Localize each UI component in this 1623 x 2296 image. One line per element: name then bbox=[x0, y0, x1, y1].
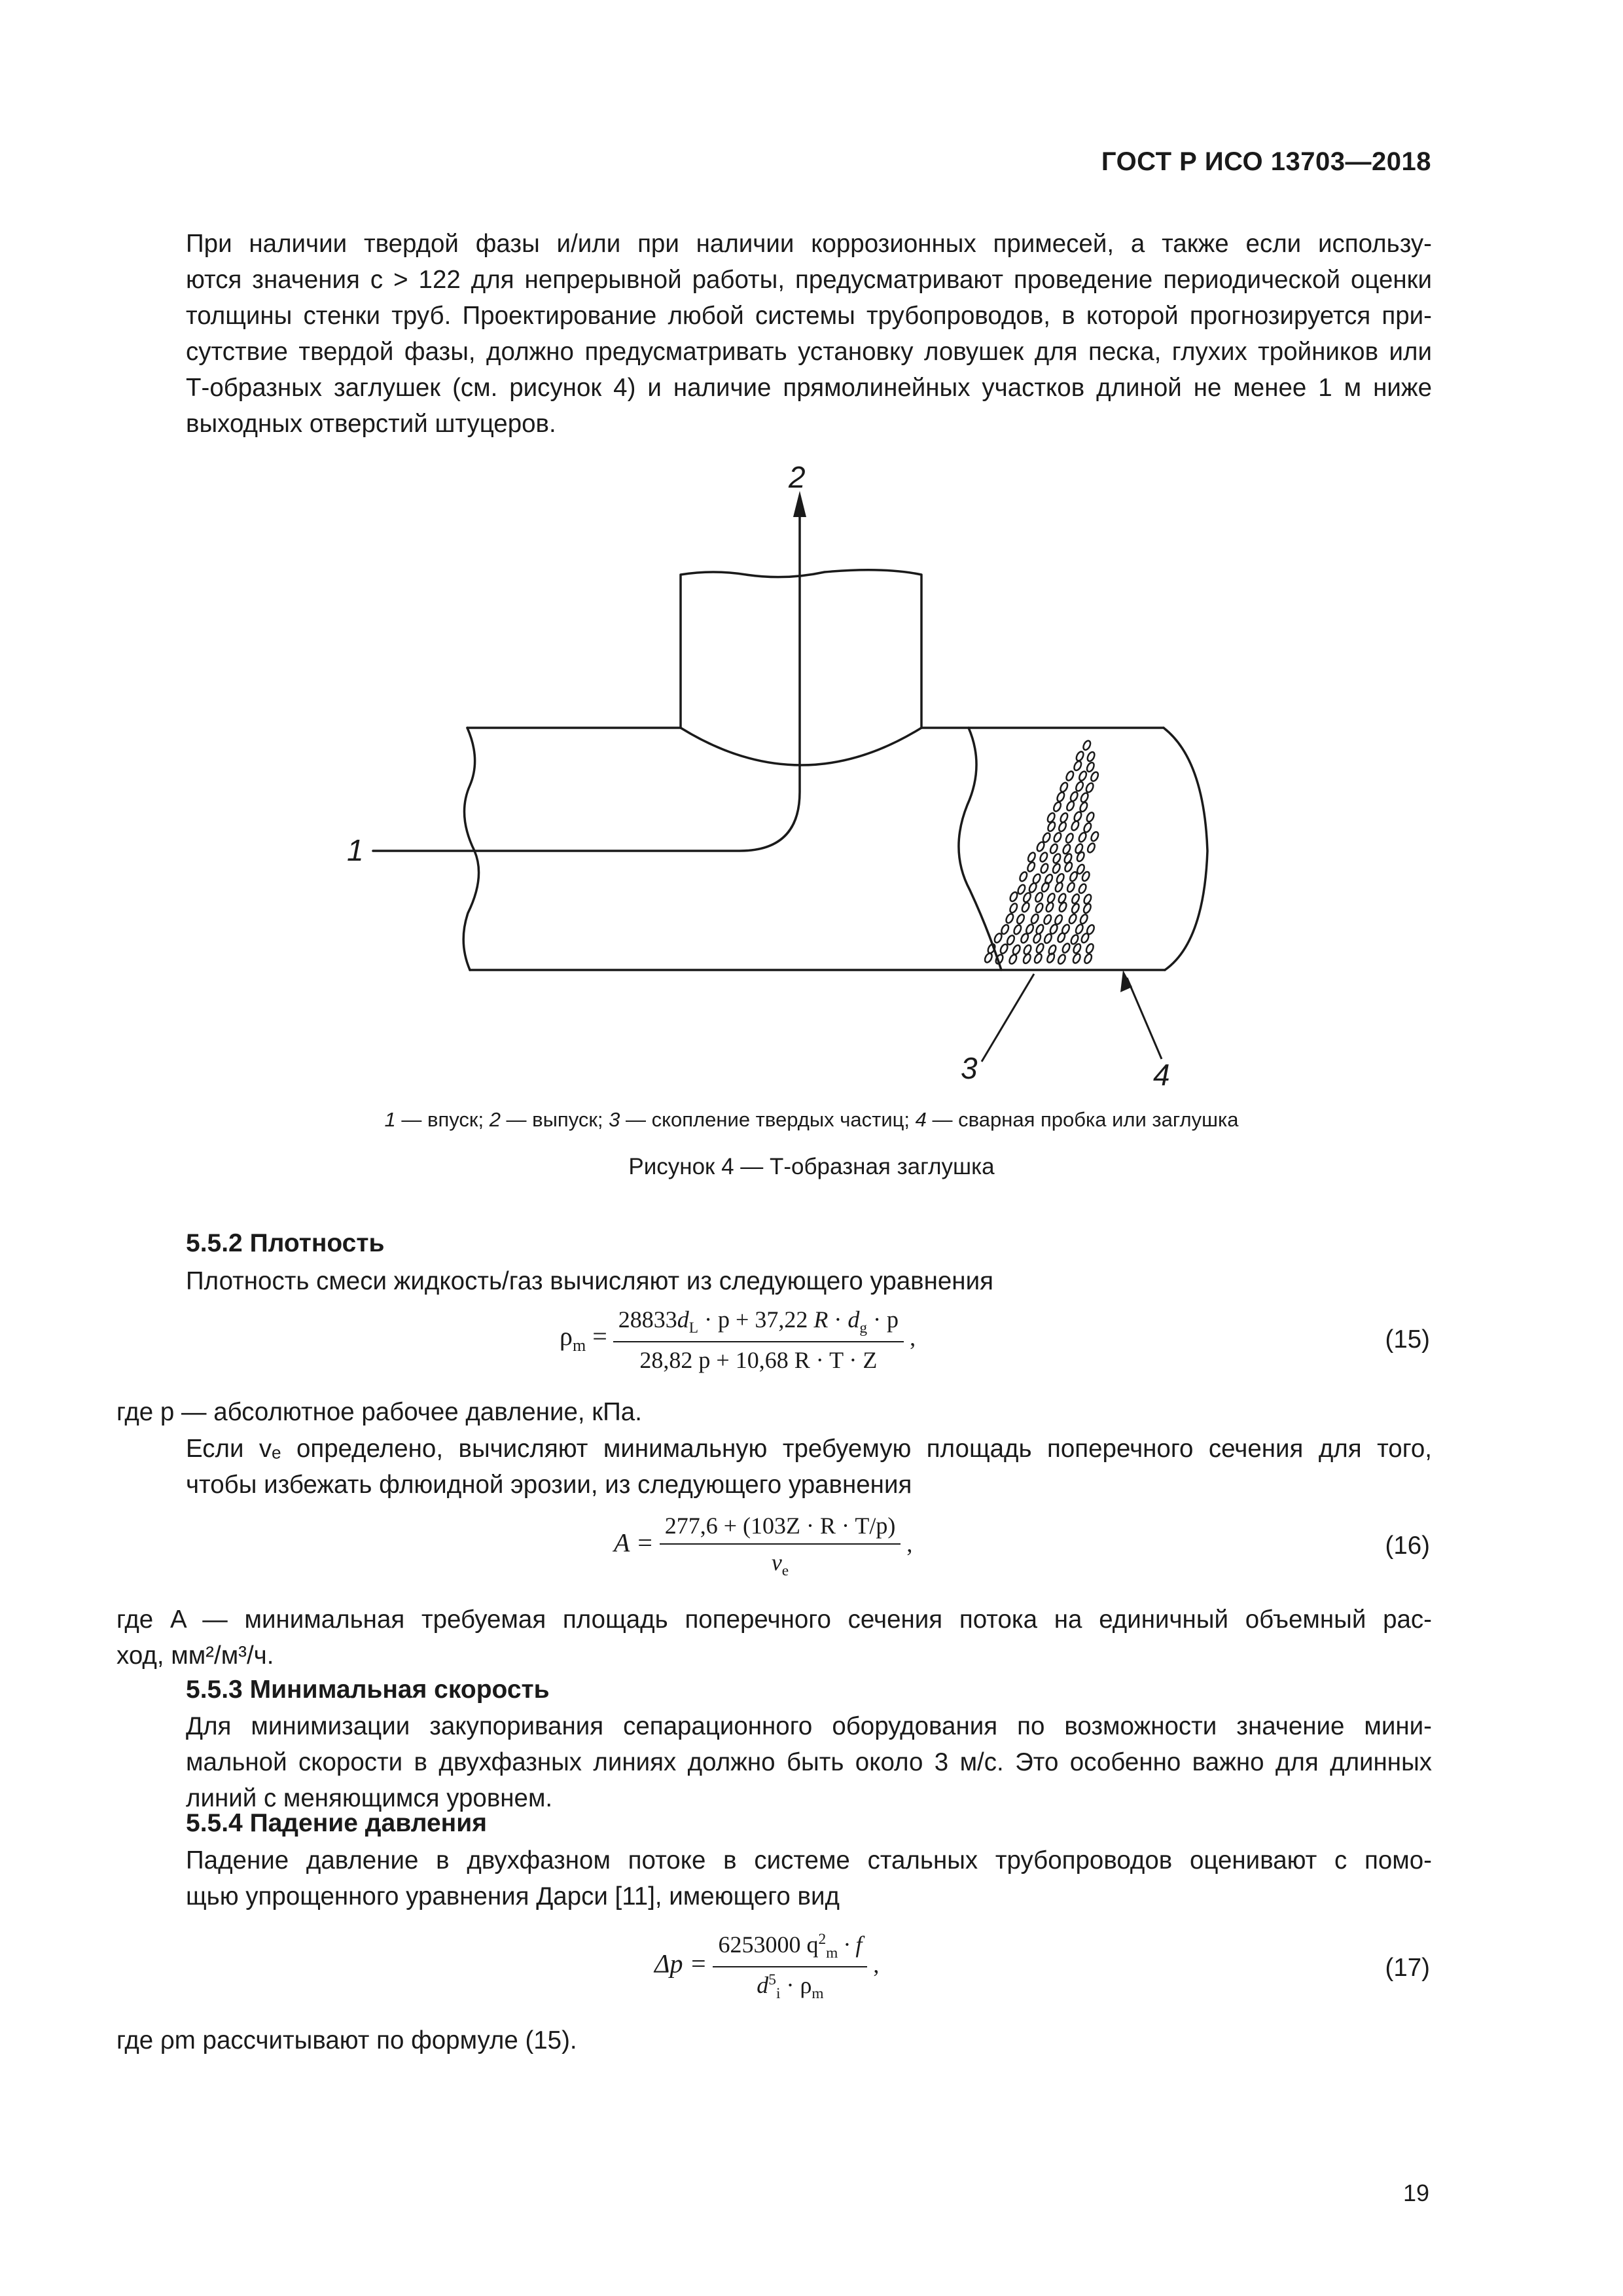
particle bbox=[1082, 903, 1092, 914]
section-heading-554: 5.5.4 Падение давления bbox=[186, 1809, 487, 1837]
particle bbox=[1059, 781, 1069, 793]
section-552-where2 bbox=[116, 1602, 1432, 1674]
particle bbox=[1070, 820, 1080, 831]
particle bbox=[1085, 942, 1095, 954]
particle bbox=[999, 943, 1009, 954]
particle bbox=[1045, 901, 1055, 912]
text-line: Плотность смеси жидкость/газ вычисляют из следующего уравнения bbox=[186, 1267, 993, 1295]
particle bbox=[1022, 891, 1032, 903]
equation-number-17: (17) bbox=[1385, 1954, 1430, 1982]
particle bbox=[1036, 841, 1046, 852]
particle bbox=[1027, 852, 1037, 863]
particle bbox=[1056, 791, 1065, 802]
figure-caption: Рисунок 4 — Т-образная заглушка bbox=[628, 1154, 995, 1179]
formula-fraction bbox=[660, 1512, 901, 1580]
particle bbox=[1083, 953, 1093, 964]
formula-denominator: $d^5_i \cdot \rho_m$ bbox=[757, 1971, 824, 2003]
particle bbox=[1073, 760, 1082, 771]
particle bbox=[1065, 770, 1075, 781]
text-line: щью упрощенного уравнения Дарси [11], имеющего вид bbox=[186, 1882, 840, 1910]
particle bbox=[1078, 883, 1088, 894]
particle bbox=[1075, 751, 1085, 762]
legend-number: 3 bbox=[609, 1108, 620, 1131]
formula-numerator: $28833d_L \cdot p + 37,22$ $R \cdot d_g \cdot p$ bbox=[618, 1306, 899, 1337]
legend-text: — выпуск; bbox=[500, 1108, 609, 1131]
particle bbox=[1052, 863, 1061, 874]
particle bbox=[1080, 933, 1090, 944]
text-line: чтобы избежать флюидной эрозии, из следующего уравнения bbox=[186, 1471, 912, 1499]
particle bbox=[1043, 914, 1052, 925]
arrow-up-icon bbox=[793, 491, 806, 517]
fraction-bar bbox=[713, 1966, 867, 1967]
particle bbox=[1082, 893, 1092, 905]
section-554-where bbox=[116, 2022, 1432, 2058]
particle bbox=[1058, 821, 1067, 833]
end-cap-outline bbox=[1164, 728, 1207, 970]
text-line: Для минимизации закупоривания сепарационного оборудования по возможности значение мини- bbox=[186, 1712, 1432, 1740]
particle bbox=[1054, 914, 1063, 925]
particle bbox=[1043, 933, 1053, 944]
section-heading-553: 5.5.3 Минимальная скорость bbox=[186, 1676, 550, 1704]
particle bbox=[1085, 782, 1095, 793]
legend-number: 4 bbox=[915, 1108, 927, 1131]
particle bbox=[1080, 792, 1090, 803]
particle bbox=[1046, 821, 1056, 832]
particle bbox=[1071, 893, 1080, 905]
section-552-ve-paragraph bbox=[116, 1431, 1432, 1503]
particle bbox=[1046, 812, 1056, 823]
particle bbox=[1066, 882, 1076, 893]
text-line: Т-образных заглушек (см. рисунок 4) и наличие прямолинейных участков длиной не менее 1 м ниже bbox=[186, 374, 1432, 402]
particle bbox=[993, 932, 1003, 943]
particle bbox=[1016, 884, 1026, 895]
formula-lhs: A = bbox=[614, 1528, 654, 1558]
text-line: ход, мм²/м³/ч. bbox=[116, 1641, 274, 1670]
particle bbox=[1082, 740, 1092, 751]
formula-tail: , bbox=[906, 1530, 913, 1557]
particle-break-line bbox=[959, 728, 1001, 970]
text-line: ются значения c > 122 для непрерывной работы, предусматривают проведение периодической оценки bbox=[186, 266, 1432, 294]
text-line: толщины стенки труб. Проектирование любой системы трубопроводов, в которой прогнозируется при- bbox=[186, 302, 1432, 330]
particle bbox=[1052, 801, 1062, 812]
particle bbox=[1075, 781, 1084, 792]
particle bbox=[1073, 811, 1082, 822]
particle bbox=[1006, 934, 1016, 945]
particle bbox=[1061, 844, 1071, 855]
formula-fraction bbox=[713, 1931, 867, 2003]
particle bbox=[1054, 882, 1064, 893]
particle bbox=[1030, 913, 1040, 924]
text-line: где ρm рассчитывают по формуле (15). bbox=[116, 2026, 577, 2054]
text-line: Падение давление в двухфазном потоке в системе стальных трубопроводов оценивают с помо- bbox=[186, 1846, 1432, 1874]
solid-particles-cluster bbox=[984, 740, 1099, 965]
t-junction-diagram bbox=[327, 452, 1243, 1106]
formula-fraction bbox=[613, 1306, 904, 1374]
particle bbox=[1035, 942, 1045, 954]
callout-4: 4 bbox=[1153, 1058, 1170, 1092]
particle bbox=[1065, 800, 1075, 812]
particle bbox=[1075, 924, 1084, 935]
particle bbox=[1065, 833, 1075, 844]
arrow-icon bbox=[1120, 970, 1132, 992]
particle bbox=[1032, 933, 1042, 944]
leader-3 bbox=[982, 974, 1034, 1062]
text-line: сутствие твердой фазы, должно предусматривать установку ловушек для песка, глухих тройников или bbox=[186, 338, 1432, 366]
formula-16 bbox=[614, 1512, 912, 1580]
particle bbox=[1016, 913, 1026, 924]
section-heading-552: 5.5.2 Плотность bbox=[186, 1229, 385, 1257]
section-552-intro bbox=[116, 1263, 1432, 1299]
particle bbox=[1034, 891, 1044, 903]
formula-denominator: $v_e$ bbox=[771, 1549, 789, 1580]
legend-text: — скопление твердых частиц; bbox=[620, 1108, 916, 1131]
particle bbox=[984, 952, 993, 963]
particle bbox=[1000, 924, 1010, 935]
flow-path-line bbox=[373, 511, 800, 851]
text-line: где A — минимальная требуемая площадь поперечного сечения потока на единичный объемный рас- bbox=[116, 1605, 1432, 1634]
particle bbox=[1022, 953, 1032, 964]
legend-number: 1 bbox=[384, 1108, 396, 1131]
section-552-where bbox=[116, 1394, 1432, 1430]
leader-4 bbox=[1127, 978, 1162, 1059]
particle bbox=[1086, 842, 1096, 853]
particle bbox=[1086, 761, 1096, 772]
particle bbox=[1052, 853, 1061, 864]
particle bbox=[1071, 903, 1080, 914]
text-line: При наличии твердой фазы и/или при наличии коррозионных примесей, а также если использу- bbox=[186, 230, 1432, 258]
particle bbox=[1049, 843, 1059, 854]
callout-2: 2 bbox=[789, 460, 806, 494]
page-number: 19 bbox=[1402, 2179, 1429, 2206]
legend-number: 2 bbox=[489, 1108, 501, 1131]
document-code: ГОСТ Р ИСО 13703—2018 bbox=[1101, 147, 1431, 176]
figure-legend bbox=[0, 1108, 1623, 1132]
branch-pipe-outline bbox=[681, 570, 921, 728]
particle bbox=[1057, 954, 1067, 965]
text-line: где p — абсолютное рабочее давление, кПа. bbox=[116, 1398, 642, 1426]
particle bbox=[1072, 953, 1082, 964]
formula-numerator: 6253000 $q^2_m \cdot f$ bbox=[718, 1931, 863, 1962]
particle bbox=[1008, 903, 1018, 914]
text-line: выходных отверстий штуцеров. bbox=[186, 410, 556, 438]
left-break-line bbox=[463, 728, 478, 970]
formula-15 bbox=[560, 1306, 916, 1374]
particle bbox=[1026, 861, 1036, 872]
particle bbox=[1079, 913, 1089, 924]
particle bbox=[1056, 932, 1066, 943]
particle bbox=[1079, 801, 1088, 812]
branch-pipe-bottom-curve bbox=[681, 728, 921, 765]
formula-tail: , bbox=[873, 1951, 880, 1978]
particle bbox=[1012, 924, 1022, 935]
fraction-bar bbox=[613, 1341, 904, 1342]
intro-paragraph bbox=[116, 226, 1432, 442]
particle bbox=[1012, 944, 1022, 955]
text-line: Если vₑ определено, вычисляют минимальную требуемую площадь поперечного сечения для того, bbox=[186, 1435, 1432, 1463]
particle bbox=[1078, 770, 1088, 781]
legend-text: — сварная пробка или заглушка bbox=[926, 1108, 1239, 1131]
formula-denominator: 28,82 p + 10,68 R · T · Z bbox=[639, 1347, 878, 1374]
particle bbox=[1090, 771, 1099, 782]
particle bbox=[1086, 812, 1096, 823]
particle bbox=[1028, 882, 1038, 893]
callout-3: 3 bbox=[961, 1051, 978, 1085]
text-line: мальной скорости в двухфазных линиях должно быть около 3 м/с. Это особенно важно для длинных bbox=[186, 1748, 1432, 1776]
particle bbox=[1005, 913, 1014, 924]
equation-number-15: (15) bbox=[1385, 1325, 1430, 1354]
formula-lhs: Δp = bbox=[654, 1948, 707, 1979]
particle bbox=[1035, 902, 1044, 913]
section-553-paragraph bbox=[116, 1708, 1432, 1816]
particle bbox=[1069, 870, 1079, 882]
particle bbox=[1052, 832, 1062, 843]
equation-number-16: (16) bbox=[1385, 1532, 1430, 1560]
formula-tail: , bbox=[910, 1324, 916, 1351]
callout-1: 1 bbox=[347, 833, 364, 867]
particle bbox=[1046, 952, 1056, 963]
particle bbox=[1086, 751, 1096, 762]
particle bbox=[1082, 822, 1092, 833]
particle bbox=[1049, 924, 1059, 935]
particle bbox=[1090, 831, 1099, 842]
section-554-paragraph bbox=[116, 1842, 1432, 1914]
legend-text: — впуск; bbox=[395, 1108, 490, 1131]
formula-numerator: 277,6 + (103Z · R · T/p) bbox=[664, 1513, 896, 1539]
fraction-bar bbox=[660, 1543, 901, 1545]
particle bbox=[1020, 933, 1029, 944]
particle bbox=[1069, 791, 1079, 802]
particle bbox=[1008, 891, 1018, 902]
particle bbox=[1021, 901, 1031, 912]
text-line: линий с меняющимся уровнем. bbox=[186, 1784, 553, 1812]
particle bbox=[1018, 871, 1028, 882]
formula-17 bbox=[654, 1931, 879, 2003]
particle bbox=[1039, 863, 1049, 874]
particle bbox=[1008, 954, 1018, 965]
particle bbox=[1041, 882, 1050, 893]
particle bbox=[1033, 953, 1043, 964]
particle bbox=[1078, 831, 1088, 842]
particle bbox=[1061, 942, 1071, 954]
particle bbox=[1068, 913, 1078, 924]
formula-lhs: $\rho_m$ = bbox=[560, 1321, 607, 1355]
particle bbox=[1039, 852, 1048, 863]
